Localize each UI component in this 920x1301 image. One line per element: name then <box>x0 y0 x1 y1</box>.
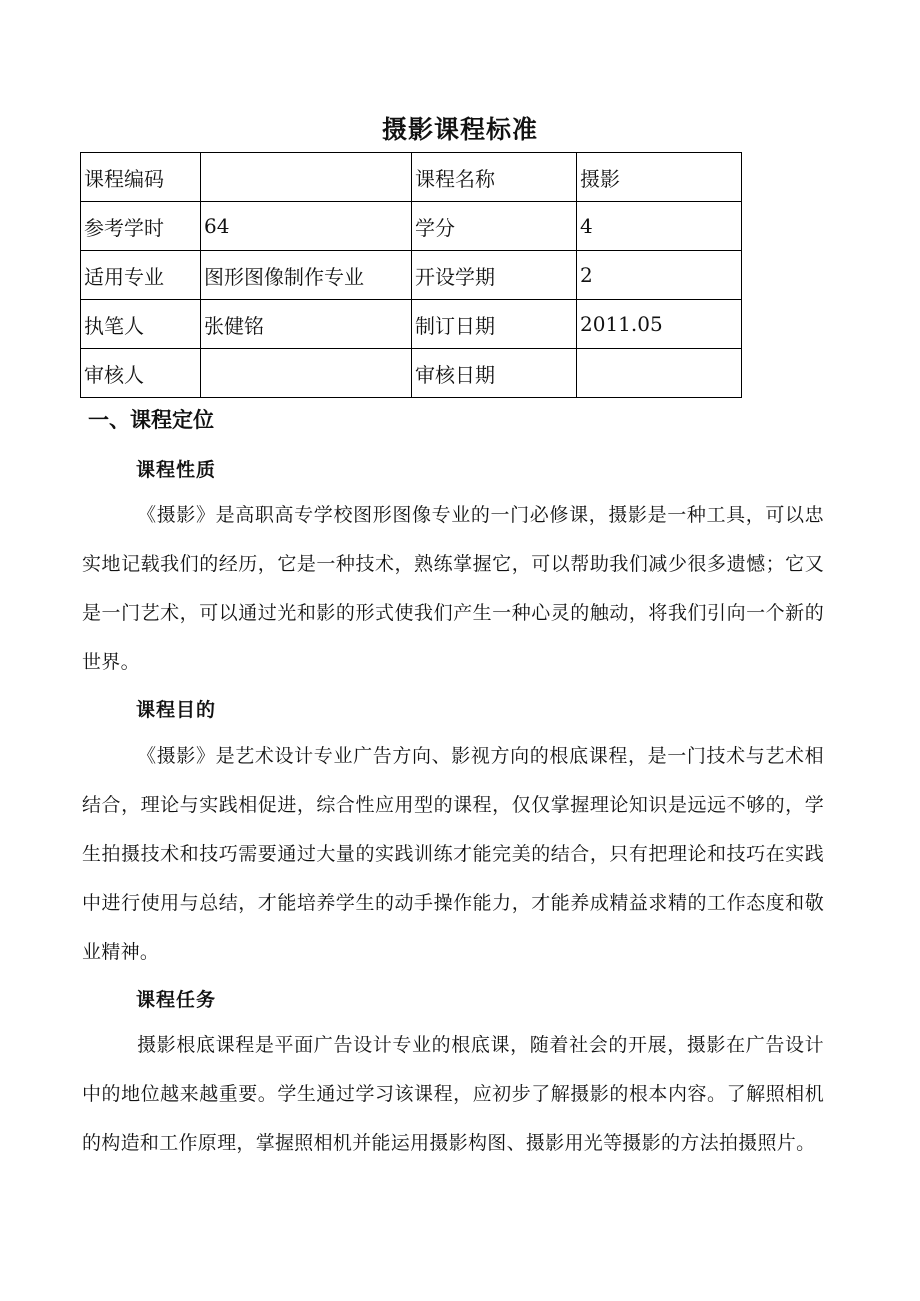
label-reviewer: 审核人 <box>81 349 201 398</box>
document-title: 摄影课程标准 <box>381 115 538 144</box>
value-applicable-major: 图形图像制作专业 <box>201 251 412 300</box>
value-author: 张健铭 <box>201 300 412 349</box>
label-reference-hours: 参考学时 <box>81 202 201 251</box>
value-issue-date: 2011.05 <box>577 300 742 349</box>
table-row <box>81 202 742 251</box>
paragraph-course-purpose: 《摄影》是艺术设计专业广告方向、影视方向的根底课程，是一门技术与艺术相结合，理论与实践相促进，综合性应用型的课程，仅仅掌握理论知识是远远不够的，学生拍摄技术和技巧需要通过大量的实践训练才能完美的结合，只有把理论和技巧在实践中进行使用与总结，才能培养学生的动手操作能力，才能养成精益求精的工作态度和敬业精神。 <box>82 745 824 963</box>
value-semester: 2 <box>577 251 742 300</box>
value-reference-hours: 64 <box>201 202 412 251</box>
label-course-code: 课程编码 <box>81 153 201 202</box>
label-applicable-major: 适用专业 <box>81 251 201 300</box>
value-credits: 4 <box>577 202 742 251</box>
label-author: 执笔人 <box>81 300 201 349</box>
table-row <box>81 300 742 349</box>
subheading-course-purpose: 课程目的 <box>136 699 217 721</box>
value-reviewer <box>201 349 412 398</box>
value-course-name: 摄影 <box>577 153 742 202</box>
label-review-date: 审核日期 <box>412 349 577 398</box>
table-row <box>81 153 742 202</box>
label-credits: 学分 <box>412 202 577 251</box>
section-heading-course-positioning: 一、课程定位 <box>88 408 214 432</box>
paragraph-course-nature: 《摄影》是高职高专学校图形图像专业的一门必修课，摄影是一种工具，可以忠实地记载我们的经历，它是一种技术，熟练掌握它，可以帮助我们减少很多遗憾；它又是一门艺术，可以通过光和影的形式使我们产生一种心灵的触动，将我们引向一个新的世界。 <box>82 504 824 673</box>
value-review-date <box>577 349 742 398</box>
label-issue-date: 制订日期 <box>412 300 577 349</box>
table-row <box>81 349 742 398</box>
label-semester: 开设学期 <box>412 251 577 300</box>
value-course-code <box>201 153 412 202</box>
paragraph-course-task: 摄影根底课程是平面广告设计专业的根底课，随着社会的开展，摄影在广告设计中的地位越来越重要。学生通过学习该课程，应初步了解摄影的根本内容。了解照相机的构造和工作原理，掌握照相机并能运用摄影构图、摄影用光等摄影的方法拍摄照片。 <box>82 1034 824 1154</box>
label-course-name: 课程名称 <box>412 153 577 202</box>
subheading-course-task: 课程任务 <box>136 989 217 1011</box>
subheading-course-nature: 课程性质 <box>136 459 217 481</box>
course-info-table <box>80 152 742 398</box>
table-row <box>81 251 742 300</box>
